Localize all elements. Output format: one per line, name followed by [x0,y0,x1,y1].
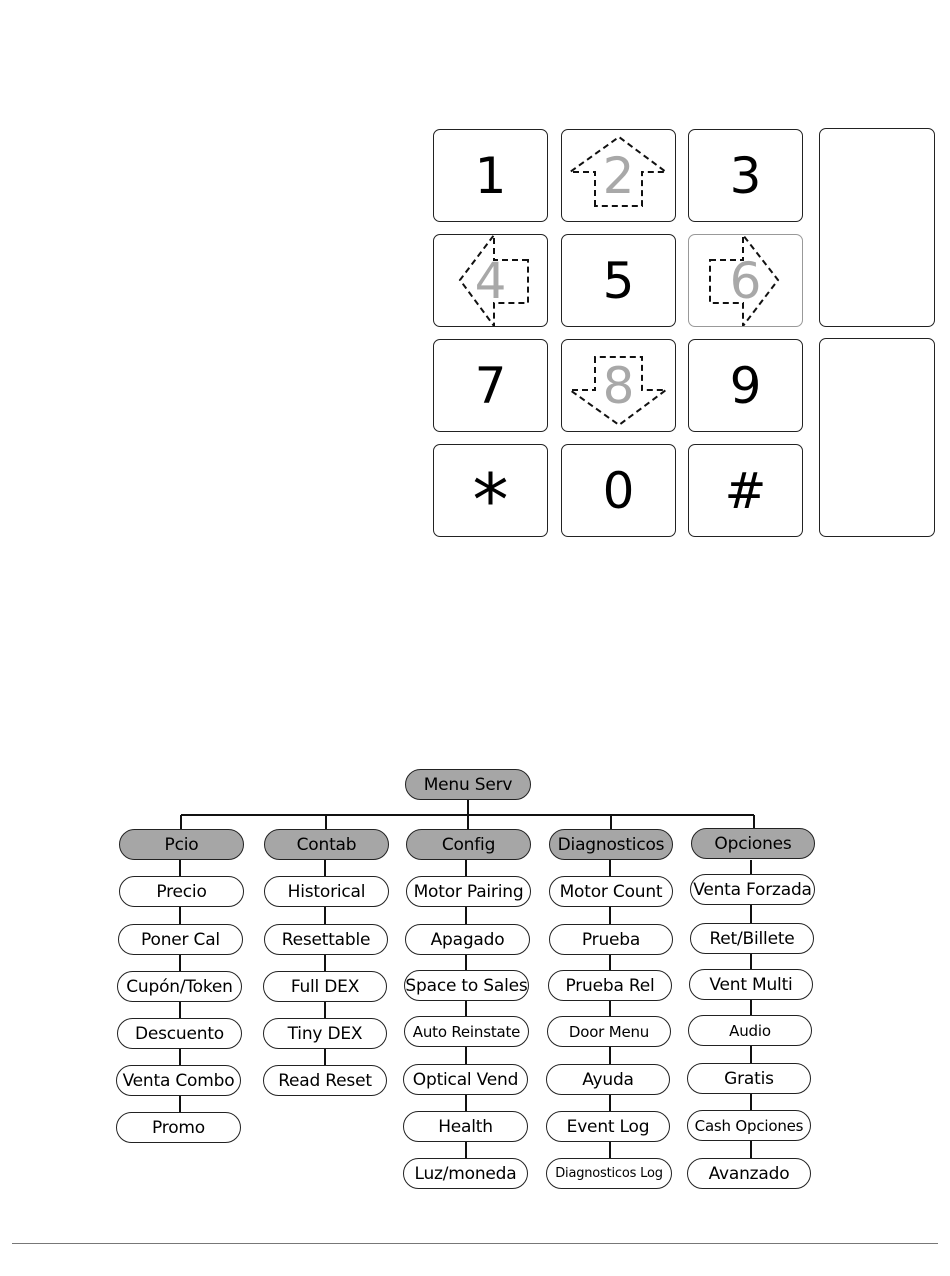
menu-item-door-menu[interactable]: Door Menu [547,1016,671,1047]
key-hash-label: # [724,461,767,520]
menu-item-venta-forzada[interactable]: Venta Forzada [690,874,815,905]
menu-item-motor-count[interactable]: Motor Count [549,876,673,907]
menu-item-health[interactable]: Health [403,1111,528,1142]
service-menu-tree [0,760,950,1200]
menu-item-avanzado[interactable]: Avanzado [687,1158,811,1189]
menu-item-poner-cal[interactable]: Poner Cal [118,924,243,955]
menu-item-ayuda[interactable]: Ayuda [546,1064,670,1095]
menu-item-read-reset[interactable]: Read Reset [263,1065,387,1096]
menu-item-audio[interactable]: Audio [688,1015,812,1046]
key-7-label: 7 [474,356,507,415]
menu-item-prueba-rel[interactable]: Prueba Rel [548,970,672,1001]
side-key-top[interactable] [819,128,935,327]
key-star-label: * [472,457,509,542]
key-8-down[interactable] [561,339,676,432]
menu-item-luz-moneda[interactable]: Luz/moneda [403,1158,528,1189]
menu-header-config[interactable]: Config [406,829,531,860]
menu-item-motor-pairing[interactable]: Motor Pairing [406,876,531,907]
menu-item-gratis[interactable]: Gratis [687,1063,811,1094]
key-hash[interactable] [688,444,803,537]
footer-divider [12,1243,938,1244]
menu-root[interactable]: Menu Serv [405,769,531,800]
menu-item-apagado[interactable]: Apagado [405,924,530,955]
menu-item-prueba[interactable]: Prueba [549,924,673,955]
menu-item-event-log[interactable]: Event Log [546,1111,670,1142]
menu-item-promo[interactable]: Promo [116,1112,241,1143]
key-1[interactable] [433,129,548,222]
key-star[interactable] [433,444,548,542]
key-0[interactable] [561,444,676,537]
menu-item-tiny-dex[interactable]: Tiny DEX [263,1018,387,1049]
key-3[interactable] [688,129,803,222]
keypad [0,0,950,560]
key-9[interactable] [688,339,803,432]
key-6-label: 6 [729,251,762,310]
key-5[interactable] [561,234,676,327]
key-8-label: 8 [602,356,635,415]
menu-header-pcio[interactable]: Pcio [119,829,244,860]
key-4-left[interactable] [433,234,548,327]
menu-item-venta-combo[interactable]: Venta Combo [116,1065,241,1096]
key-4-label: 4 [474,251,507,310]
menu-item-full-dex[interactable]: Full DEX [263,971,387,1002]
key-2-up[interactable] [561,129,676,222]
menu-item-cash-opciones[interactable]: Cash Opciones [687,1110,811,1141]
menu-item-historical[interactable]: Historical [264,876,389,907]
menu-item-space-to-sales[interactable]: Space to Sales [404,970,529,1001]
key-3-label: 3 [729,146,762,205]
menu-item-descuento[interactable]: Descuento [117,1018,242,1049]
key-6-right[interactable] [688,234,803,327]
key-7[interactable] [433,339,548,432]
menu-header-opciones[interactable]: Opciones [691,828,815,859]
menu-item-vent-multi[interactable]: Vent Multi [689,969,813,1000]
key-0-label: 0 [602,461,635,520]
menu-header-diagnosticos[interactable]: Diagnosticos [549,829,673,860]
menu-item-auto-reinstate[interactable]: Auto Reinstate [404,1016,529,1047]
menu-item-diagnosticos-log[interactable]: Diagnosticos Log [546,1158,672,1189]
menu-item-optical-vend[interactable]: Optical Vend [403,1064,528,1095]
key-9-label: 9 [729,356,762,415]
key-1-label: 1 [474,146,507,205]
menu-item-precio[interactable]: Precio [119,876,244,907]
key-5-label: 5 [602,251,635,310]
side-key-bottom[interactable] [819,338,935,537]
menu-item-cupon-token[interactable]: Cupón/Token [117,971,242,1002]
key-2-label: 2 [602,146,635,205]
menu-header-contab[interactable]: Contab [264,829,389,860]
menu-item-ret-billete[interactable]: Ret/Billete [690,923,814,954]
menu-item-resettable[interactable]: Resettable [264,924,388,955]
